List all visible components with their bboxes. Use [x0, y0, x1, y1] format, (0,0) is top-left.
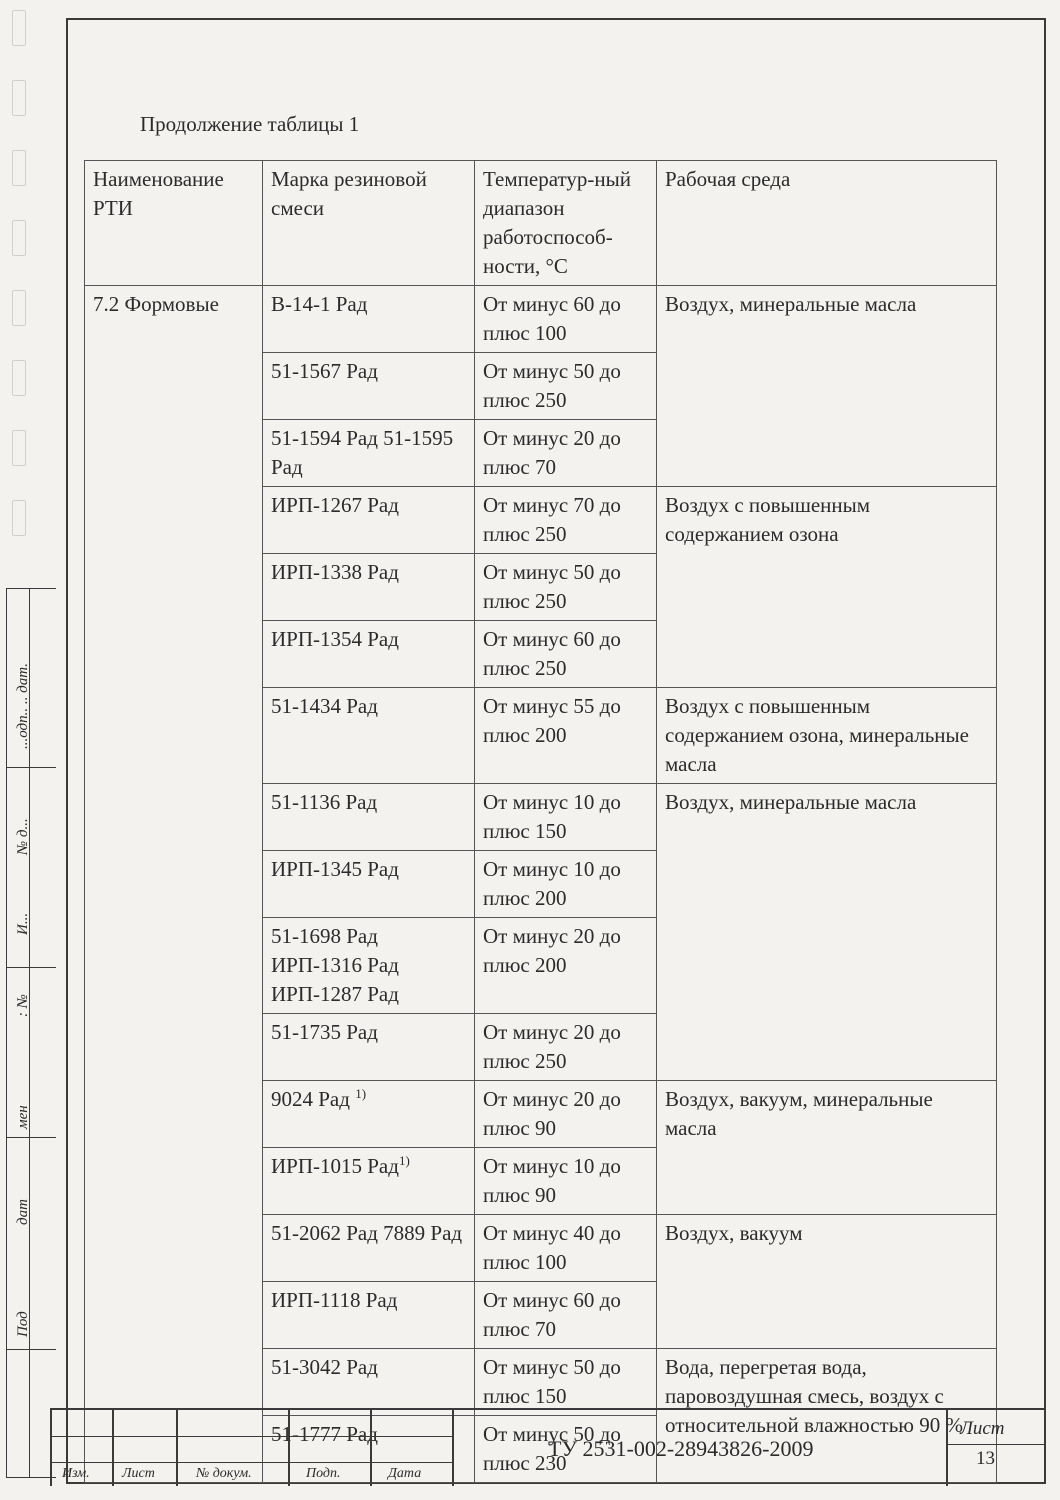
temp-cell: От минус 60 до плюс 250 — [475, 621, 657, 688]
side-label: № д... — [15, 818, 31, 855]
side-label: И... — [15, 912, 31, 935]
group-name: 7.2 Формовые — [85, 286, 263, 1483]
mark-text: ИРП-1015 Рад — [271, 1154, 399, 1178]
footnote-mark: 1) — [398, 1153, 410, 1168]
side-strip-row — [7, 1137, 56, 1138]
binder-hole — [12, 10, 26, 46]
rti-table — [84, 160, 997, 1483]
mark-cell: ИРП-1354 Рад — [263, 621, 475, 688]
mark-cell: 51-1136 Рад — [263, 784, 475, 851]
temp-cell: От минус 10 до плюс 150 — [475, 784, 657, 851]
table-header-row — [85, 161, 997, 286]
document-number: ТУ 2531-002-28943826-2009 — [548, 1436, 814, 1461]
mark-cell: 51-1594 Рад 51-1595 Рад — [263, 420, 475, 487]
title-block-row — [946, 1444, 1046, 1445]
title-block-divider — [50, 1410, 52, 1486]
binder-hole — [12, 220, 26, 256]
mark-text: 9024 Рад — [271, 1087, 350, 1111]
binder-hole — [12, 360, 26, 396]
environment-cell: Воздух с повышенным содержанием озона — [657, 487, 997, 688]
title-block-divider — [370, 1410, 372, 1486]
stamp-izm: Изм. — [62, 1466, 90, 1481]
temp-cell: От минус 20 до плюс 90 — [475, 1081, 657, 1148]
temp-cell: От минус 50 до плюс 250 — [475, 554, 657, 621]
title-block-row — [50, 1462, 452, 1463]
temp-cell: От минус 50 до плюс 150 — [475, 1349, 657, 1416]
binder-hole — [12, 500, 26, 536]
title-block-divider — [452, 1410, 454, 1486]
mark-cell: ИРП-1345 Рад — [263, 851, 475, 918]
stamp-list: Лист — [122, 1466, 155, 1481]
mark-cell: 51-1434 Рад — [263, 688, 475, 784]
temp-cell: От минус 50 до плюс 230 — [475, 1416, 657, 1483]
mark-cell: ИРП-1267 Рад — [263, 487, 475, 554]
table-caption: Продолжение таблицы 1 — [140, 112, 360, 136]
temp-cell: От минус 70 до плюс 250 — [475, 487, 657, 554]
mark-cell: 51-2062 Рад 7889 Рад — [263, 1215, 475, 1282]
temp-cell: От минус 55 до плюс 200 — [475, 688, 657, 784]
environment-cell: Воздух, минеральные масла — [657, 784, 997, 1081]
mark-cell: 51-1735 Рад — [263, 1014, 475, 1081]
temp-cell: От минус 40 до плюс 100 — [475, 1215, 657, 1282]
header-name: Наименование РТИ — [85, 161, 263, 286]
temp-cell: От минус 20 до плюс 70 — [475, 420, 657, 487]
stamp-podp: Подп. — [306, 1466, 341, 1481]
temp-cell: От минус 60 до плюс 70 — [475, 1282, 657, 1349]
sheet-number: 13 — [976, 1448, 995, 1469]
side-label: Под — [15, 1311, 31, 1337]
mark-cell: ИРП-1338 Рад — [263, 554, 475, 621]
side-strip-row — [7, 767, 56, 768]
binder-holes — [6, 0, 32, 560]
stamp-dokum: № докум. — [196, 1466, 252, 1481]
binder-hole — [12, 150, 26, 186]
binder-hole — [12, 290, 26, 326]
side-label: дат — [15, 1199, 31, 1225]
side-strip — [6, 588, 56, 1478]
table-row — [85, 286, 997, 353]
side-strip-row — [7, 1349, 56, 1350]
environment-cell: Воздух, вакуум, минеральные масла — [657, 1081, 997, 1215]
binder-hole — [12, 430, 26, 466]
environment-cell: Воздух, минеральные масла — [657, 286, 997, 487]
temp-cell: От минус 10 до плюс 200 — [475, 851, 657, 918]
temp-cell: От минус 20 до плюс 250 — [475, 1014, 657, 1081]
environment-cell: Воздух с повышенным содержанием озона, минеральные масла — [657, 688, 997, 784]
mark-cell: 51-1567 Рад — [263, 353, 475, 420]
title-block-divider — [946, 1410, 948, 1486]
binder-hole — [12, 80, 26, 116]
environment-cell: Воздух, вакуум — [657, 1215, 997, 1349]
temp-cell: От минус 10 до плюс 90 — [475, 1148, 657, 1215]
title-block-divider — [288, 1410, 290, 1486]
temp-cell: От минус 50 до плюс 250 — [475, 353, 657, 420]
mark-cell: 51-3042 Рад — [263, 1349, 475, 1416]
title-block-divider — [112, 1410, 114, 1486]
footnote-mark: 1) — [355, 1086, 367, 1101]
sheet-label: Лист — [960, 1418, 1005, 1439]
temp-cell: От минус 20 до плюс 200 — [475, 918, 657, 1014]
title-block-row — [50, 1436, 452, 1437]
temp-cell: От минус 60 до плюс 100 — [475, 286, 657, 353]
mark-cell: В-14-1 Рад — [263, 286, 475, 353]
title-block-divider — [176, 1410, 178, 1486]
header-temp: Температур-ный диапазон работоспособ-ности, °С — [475, 161, 657, 286]
mark-cell: 51-1698 Рад ИРП-1316 Рад ИРП-1287 Рад — [263, 918, 475, 1014]
header-environment: Рабочая среда — [657, 161, 997, 286]
stamp-data: Дата — [388, 1466, 422, 1481]
side-label: : № — [15, 994, 31, 1017]
environment-cell: Вода, перегретая вода, паровоздушная смесь, воздух с относительной влажностью 90 % — [657, 1349, 997, 1483]
mark-cell — [263, 1081, 475, 1148]
header-mark: Марка резиновой смеси — [263, 161, 475, 286]
side-label: ...одп.. .. дат. — [15, 663, 31, 749]
mark-cell — [263, 1148, 475, 1215]
side-label: мен — [15, 1105, 31, 1129]
mark-cell: ИРП-1118 Рад — [263, 1282, 475, 1349]
side-strip-row — [7, 967, 56, 968]
mark-cell: 51-1777 Рад — [263, 1416, 475, 1483]
